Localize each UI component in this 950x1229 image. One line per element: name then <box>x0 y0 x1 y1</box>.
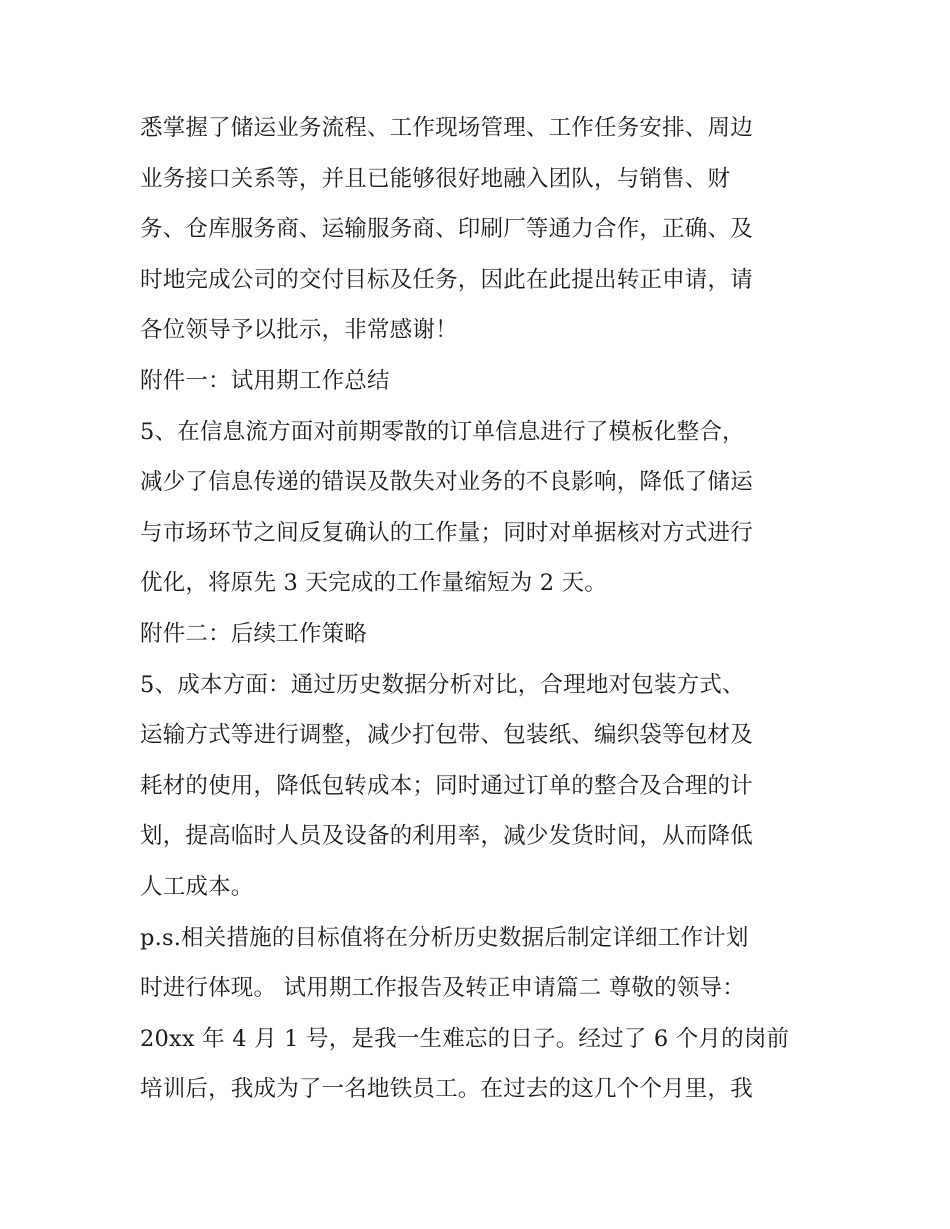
text-line: 20xx 年 4 月 1 号，是我一生难忘的日子。经过了 6 个月的岗前 <box>140 1025 790 1052</box>
text-line: 5、成本方面：通过历史数据分析对比，合理地对包装方式、 <box>140 671 745 698</box>
text-line: 各位领导予以批示，非常感谢！ <box>140 317 458 344</box>
text-line: p.s.相关措施的目标值将在分析历史数据后制定详细工作计划 <box>140 924 749 951</box>
text-line: 时进行体现。 试用期工作报告及转正申请篇二 尊敬的领导： <box>140 975 745 1002</box>
text-line: 运输方式等进行调整，减少打包带、包装纸、编织袋等包材及 <box>140 722 753 749</box>
text-line: 耗材的使用，降低包转成本；同时通过订单的整合及合理的计 <box>140 772 753 799</box>
text-line: 务、仓库服务商、运输服务商、印刷厂等通力合作，正确、及 <box>140 216 753 243</box>
attachment-heading: 附件一：试用期工作总结 <box>140 367 390 394</box>
text-line: 优化，将原先 3 天完成的工作量缩短为 2 天。 <box>140 570 608 597</box>
text-line: 与市场环节之间反复确认的工作量；同时对单据核对方式进行 <box>140 519 753 546</box>
text-line: 时地完成公司的交付目标及任务，因此在此提出转正申请，请 <box>140 266 753 293</box>
text-line: 悉掌握了储运业务流程、工作现场管理、工作任务安排、周边 <box>140 115 753 141</box>
text-line: 划，提高临时人员及设备的利用率，减少发货时间，从而降低 <box>140 823 753 850</box>
text-line: 减少了信息传递的错误及散失对业务的不良影响，降低了储运 <box>140 469 753 496</box>
text-line: 人工成本。 <box>140 873 254 900</box>
text-line: 培训后，我成为了一名地铁员工。在过去的这几个个月里，我 <box>140 1076 753 1103</box>
document-body <box>140 103 820 1115</box>
text-line: 业务接口关系等，并且已能够很好地融入团队，与销售、财 <box>140 165 731 192</box>
text-line: 5、在信息流方面对前期零散的订单信息进行了模板化整合， <box>140 418 745 445</box>
attachment-heading: 附件二：后续工作策略 <box>140 620 368 647</box>
